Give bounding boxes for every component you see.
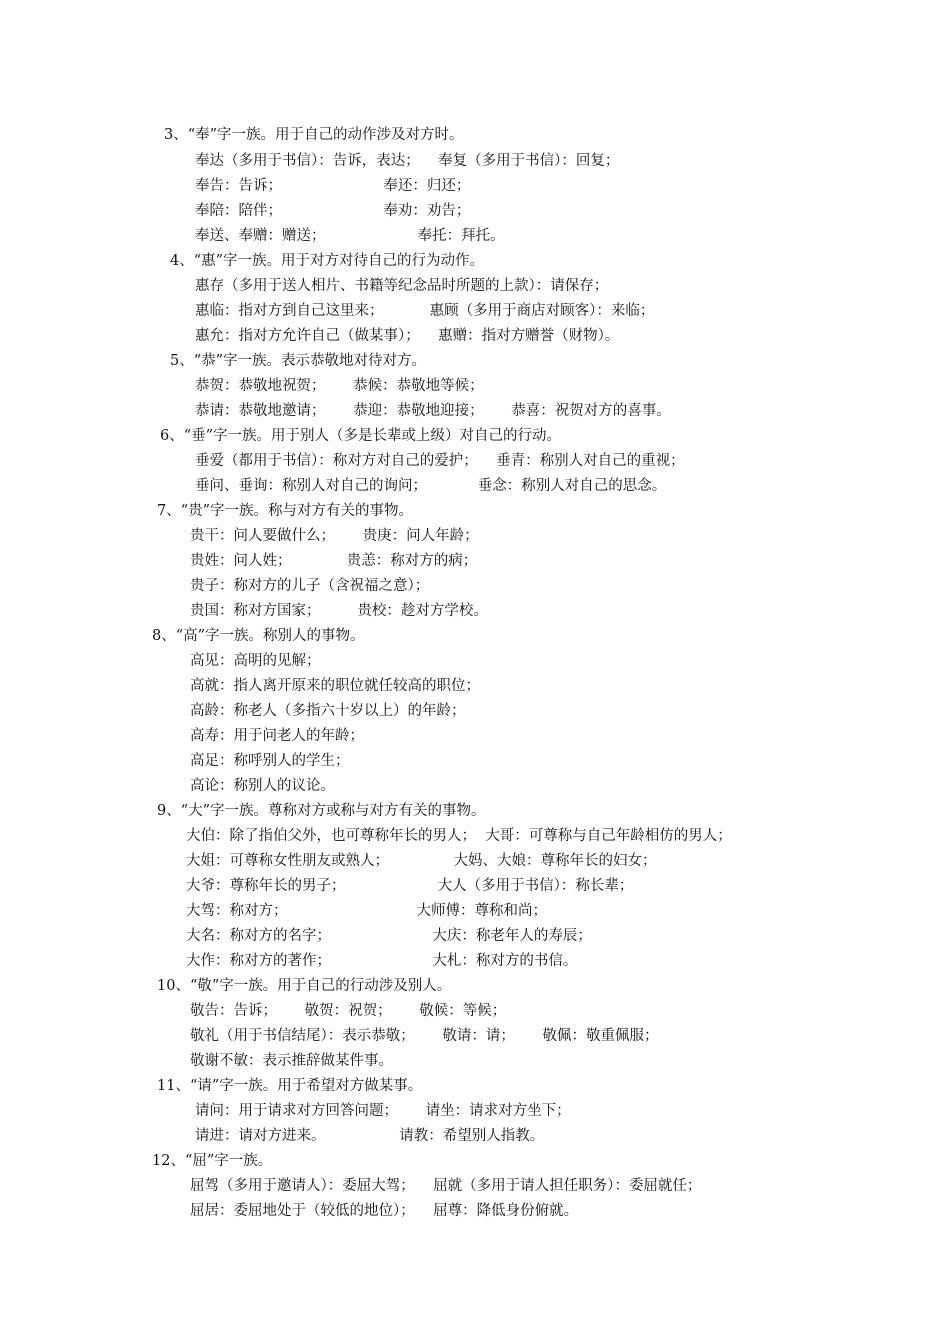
section-heading-12: 12、“屈”字一族。 [152, 1153, 273, 1169]
entry-line: 大作：称对方的著作； 大札：称对方的书信。 [186, 953, 578, 969]
entry-line: 奉告：告诉； 奉还：归还； [195, 178, 471, 194]
entry-line: 高论：称别人的议论。 [190, 778, 335, 794]
entry-line: 奉送、奉赠：赠送； 奉托：拜托。 [195, 228, 505, 244]
entry-line: 大姐：可尊称女性朋友或熟人； 大妈、大娘：尊称年长的妇女； [186, 853, 657, 869]
entry-line: 垂爱（都用于书信）：称对方对自己的爱护； 垂青：称别人对自己的重视； [195, 453, 685, 469]
entry-line: 恭贺：恭敬地祝贺； 恭候：恭敬地等候； [195, 378, 484, 394]
entry-line: 高龄：称老人（多指六十岁以上）的年龄； [190, 703, 466, 719]
entry-line: 屈居：委屈地处于（较低的地位）； 屈尊：降低身份俯就。 [190, 1203, 579, 1219]
entry-line: 请进：请对方进来。 请教：希望别人指教。 [195, 1128, 545, 1144]
entry-line: 高见：高明的见解； [190, 653, 321, 669]
entry-line: 敬告：告诉； 敬贺：祝贺； 敬候：等候； [190, 1003, 507, 1019]
section-heading-9: 9、“大”字一族。尊称对方或称与对方有关的事物。 [157, 803, 486, 819]
entry-line: 贵国：称对方国家； 贵校：趁对方学校。 [190, 603, 488, 619]
entry-line: 恭请：恭敬地邀请； 恭迎：恭敬地迎接； 恭喜：祝贺对方的喜事。 [195, 403, 671, 419]
entry-line: 垂问、垂询：称别人对自己的询问； 垂念：称别人对自己的思念。 [195, 478, 667, 494]
entry-line: 大名：称对方的名字； 大庆：称老年人的寿辰； [186, 928, 592, 944]
entry-line: 大爷：尊称年长的男子； 大人（多用于书信）：称长辈； [186, 878, 634, 894]
entry-line: 贵干：问人要做什么； 贵庚：问人年龄； [190, 528, 479, 544]
entry-line: 高寿：用于问老人的年龄； [190, 728, 364, 744]
section-heading-8: 8、“高”字一族。称别人的事物。 [152, 628, 365, 644]
entry-line: 奉达（多用于书信）：告诉，表达； 奉复（多用于书信）：回复； [195, 153, 620, 169]
entry-line: 惠允：指对方允许自己（做某事）； 惠赠：指对方赠誉（财物）。 [195, 328, 620, 344]
section-heading-5: 5、“恭”字一族。表示恭敬地对待对方。 [170, 353, 427, 369]
section-heading-3: 3、“奉”字一族。用于自己的动作涉及对方时。 [164, 127, 464, 143]
entry-line: 大驾：称对方； 大师傅：尊称和尚； [186, 903, 548, 919]
entry-line: 贵姓：问人姓； 贵恙：称对方的病； [190, 553, 478, 569]
entry-line: 高就：指人离开原来的职位就任较高的职位； [190, 678, 480, 694]
section-heading-7: 7、“贵”字一族。称与对方有关的事物。 [157, 503, 414, 519]
entry-line: 敬礼（用于书信结尾）：表示恭敬； 敬请：请； 敬佩：敬重佩服； [190, 1028, 659, 1044]
entry-line: 敬谢不敏：表示推辞做某件事。 [190, 1053, 393, 1069]
section-heading-4: 4、“惠”字一族。用于对方对待自己的行为动作。 [170, 253, 485, 269]
entry-line: 高足：称呼别人的学生； [190, 753, 350, 769]
entry-line: 贵子：称对方的儿子（含祝福之意）； [190, 578, 430, 594]
entry-line: 大伯：除了指伯父外，也可尊称年长的男人； 大哥：可尊称与自己年龄相仿的男人； [186, 828, 732, 844]
section-heading-10: 10、“敬”字一族。用于自己的行动涉及别人。 [157, 978, 452, 994]
entry-line: 屈驾（多用于邀请人）：委屈大驾； 屈就（多用于请人担任职务）：委屈就任； [190, 1178, 702, 1194]
section-heading-11: 11、“请”字一族。用于希望对方做某事。 [157, 1078, 423, 1094]
entry-line: 请问：用于请求对方回答问题； 请坐：请求对方坐下； [195, 1103, 571, 1119]
entry-line: 惠存（多用于送人相片、书籍等纪念品时所题的上款）：请保存； [195, 278, 609, 294]
entry-line: 惠临：指对方到自己这里来； 惠顾（多用于商店对顾客）：来临； [195, 303, 655, 319]
section-heading-6: 6、“垂”字一族。用于别人（多是长辈或上级）对自己的行动。 [160, 428, 562, 444]
entry-line: 奉陪：陪伴； 奉劝：劝告； [195, 203, 471, 219]
